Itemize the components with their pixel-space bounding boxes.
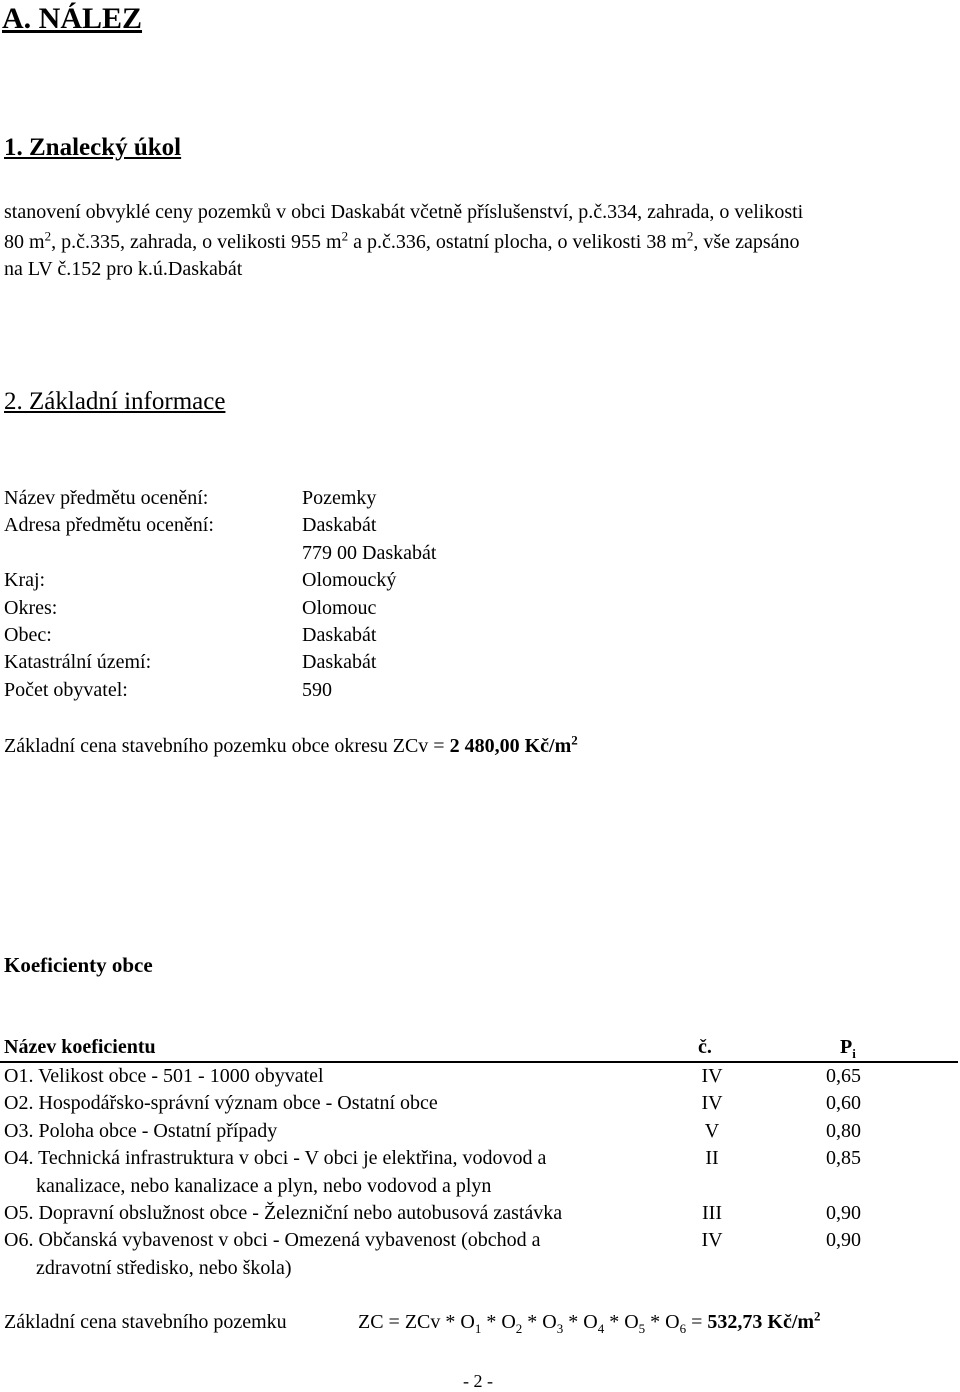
coef-row-value: 0,85 — [826, 1147, 861, 1169]
coef-row-num: III — [702, 1202, 722, 1224]
coef-row-name: O1. Velikost obce - 501 - 1000 obyvatel — [4, 1065, 324, 1087]
coef-row-name: O6. Občanská vybavenost v obci - Omezená vybavenost (obchod a — [4, 1229, 541, 1251]
coef-row-num: IV — [701, 1065, 723, 1087]
formula-part: * O — [563, 1311, 598, 1333]
task-text-line1: stanovení obvyklé ceny pozemků v obci Daskabát včetně příslušenství, p.č.334, zahrada, o velikosti — [4, 201, 804, 223]
formula-subscript: 3 — [556, 1321, 564, 1336]
info-label: Počet obyvatel: — [4, 678, 128, 701]
coef-row-num: V — [704, 1120, 720, 1142]
info-heading: 2. Základní informace — [4, 388, 226, 415]
formula-subscript: 5 — [638, 1321, 646, 1336]
info-value: Olomoucký — [302, 569, 397, 592]
info-value: Pozemky — [302, 487, 377, 509]
info-value: Daskabát — [302, 514, 377, 537]
formula-label: Základní cena stavebního pozemku — [4, 1311, 287, 1333]
coef-row-value: 0,60 — [826, 1092, 861, 1114]
info-label: Okres: — [4, 596, 58, 619]
formula-subscript: 1 — [474, 1321, 482, 1336]
coef-row-value: 0,65 — [826, 1065, 861, 1087]
coef-row-num: II — [705, 1147, 719, 1169]
coef-row-value: 0,90 — [826, 1229, 861, 1251]
formula-part: * O — [522, 1311, 557, 1333]
coef-row-value: 0,90 — [826, 1202, 861, 1224]
info-value: 590 — [302, 678, 332, 701]
coef-row-num: IV — [701, 1092, 723, 1114]
coef-header-name: Název koeficientu — [4, 1036, 156, 1058]
coef-row-name-cont: zdravotní středisko, nebo škola) — [36, 1256, 292, 1279]
formula-subscript: 2 — [515, 1321, 523, 1336]
formula-result-sup: 2 — [814, 1308, 821, 1324]
section-title: A. NÁLEZ — [2, 2, 143, 35]
coef-row-name: O3. Poloha obce - Ostatní případy — [4, 1120, 278, 1142]
coef-header-num: č. — [698, 1036, 712, 1058]
formula-part: * O — [604, 1311, 639, 1333]
info-value: Daskabát — [302, 624, 377, 646]
table-header-rule — [0, 1061, 958, 1063]
coef-heading: Koeficienty obce — [4, 953, 153, 977]
info-value: Daskabát — [302, 651, 377, 674]
coef-row-value: 0,80 — [826, 1120, 861, 1142]
formula-part: = — [686, 1311, 708, 1333]
info-label: Katastrální území: — [4, 651, 152, 674]
info-label: Název předmětu ocenění: — [4, 487, 209, 509]
info-value: 779 00 Daskabát — [302, 541, 437, 564]
page-number: - 2 - — [463, 1371, 493, 1391]
formula-expression — [358, 1308, 821, 1336]
coef-row-name: O5. Dopravní obslužnost obce - Železniční nebo autobusová zastávka — [4, 1202, 563, 1224]
task-text-line3: na LV č.152 pro k.ú.Daskabát — [4, 258, 243, 280]
info-label: Kraj: — [4, 569, 46, 592]
coef-header-p: $P_i$ — [840, 1036, 856, 1061]
formula-part: * O — [481, 1311, 516, 1333]
info-value: Olomouc — [302, 596, 377, 619]
task-text-line2: 80 $m^2$, p.č.335, zahrada, o velikosti 955 $m^2$ a p.č.336, ostatní plocha, o velikosti 38 $m^2$, vše zapsáno — [4, 228, 800, 253]
formula-subscript: 6 — [679, 1321, 687, 1336]
task-heading: 1. Znalecký úkol — [4, 134, 182, 161]
formula-part: * O — [645, 1311, 680, 1333]
coef-row-name: O2. Hospodářsko-správní význam obce - Ostatní obce — [4, 1092, 438, 1114]
base-price-line: Základní cena stavebního pozemku obce okresu ZCv = 2 480,00 $Kč/m^2$ — [4, 732, 578, 757]
formula-part: ZC = ZCv * O — [358, 1311, 475, 1333]
coef-row-name-cont: kanalizace, nebo kanalizace a plyn, nebo vodovod a plyn — [36, 1174, 492, 1197]
coef-row-name: O4. Technická infrastruktura v obci - V obci je elektřina, vodovod a — [4, 1147, 547, 1169]
info-label: Obec: — [4, 624, 52, 646]
info-label: Adresa předmětu ocenění: — [4, 514, 214, 537]
coef-row-num: IV — [701, 1229, 723, 1251]
formula-subscript: 4 — [597, 1321, 605, 1336]
formula-result: 532,73 Kč/m — [707, 1311, 815, 1333]
